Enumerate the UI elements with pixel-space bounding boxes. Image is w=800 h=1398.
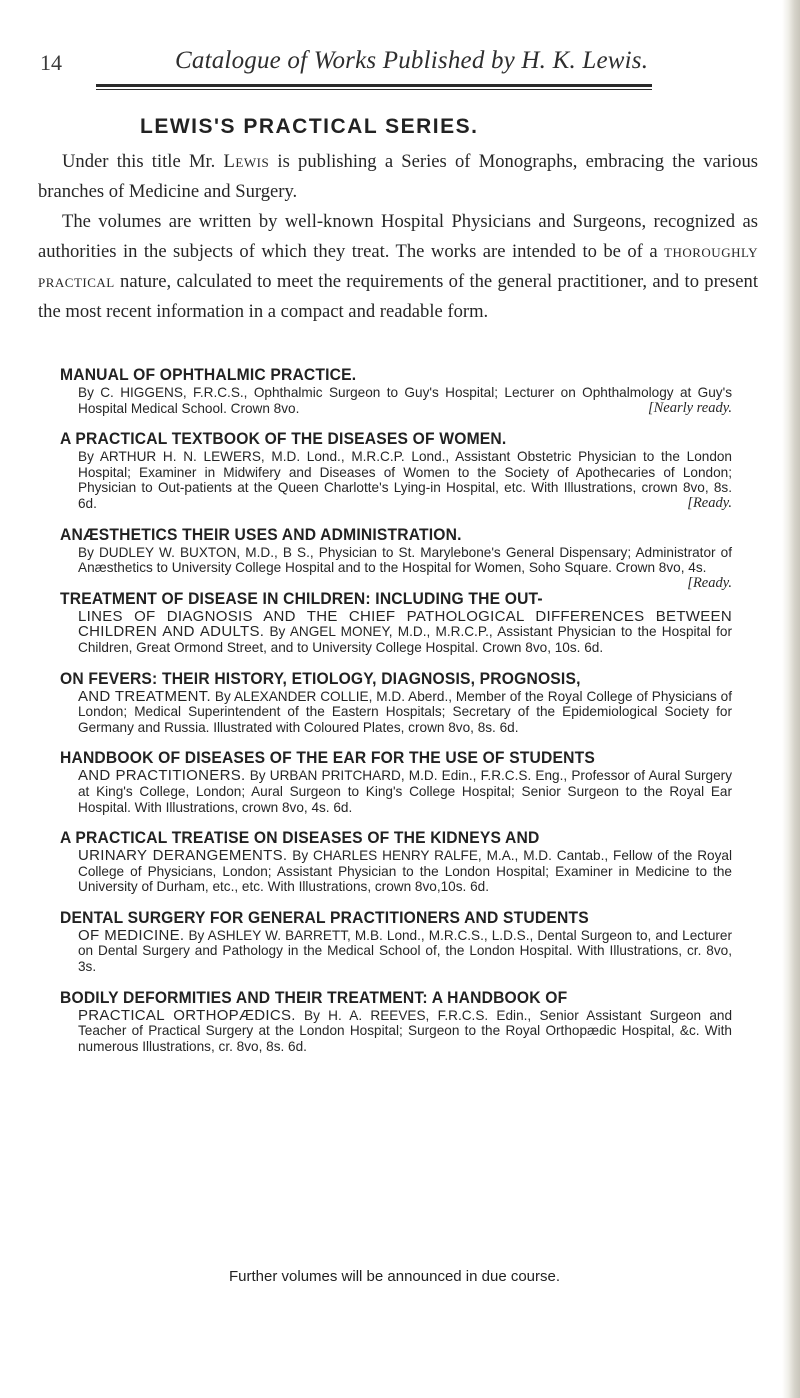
page-number: 14 — [40, 50, 62, 75]
title-continuation: OF MEDICINE. — [78, 926, 185, 944]
book-description: AND TREATMENT. By ALEXANDER COLLIE, M.D. Aberd., Member of the Royal College of Physicians of London; Medical Superintendent of the Eastern Hospitals; Secretary of the Epidemiological Society for Germany and Russia. Illustrated with Coloured Plates, crown 8vo, 8s. 6d. — [78, 687, 733, 735]
publisher-name: Lewis — [223, 151, 270, 172]
book-entry — [60, 430, 732, 511]
page-edge-shadow — [782, 0, 800, 1398]
book-description: PRACTICAL ORTHOPÆDICS. By H. A. REEVES, F.R.C.S. Edin., Senior Assistant Surgeon and Teacher of Practical Surgery at the London Hospital; Surgeon to the Royal Orthopædic Hospital, &c. With numerous Illustrations, cr. 8vo, 8s. 6d. — [78, 1006, 732, 1054]
book-description: AND PRACTITIONERS. By URBAN PRITCHARD, M.D. Edin., F.R.C.S. Eng., Professor of Aural Surgery at King's College, London; Aural Surgeon to King's College Hospital; Senior Surgeon to the Royal Ear Hospital. With Illustrations, crown 8vo, 4s. 6d. — [78, 767, 733, 815]
intro-paragraph-2: The volumes are written by well-known Hospital Physicians and Surgeons, recognized as authorities in the subjects of which they treat. The works are intended to be of a thoroughly practical nature, calculated to meet the requirements of the general practitioner, and to present the most recent information in a compact and readable form. — [38, 211, 758, 322]
availability-status: [Nearly ready. — [647, 399, 732, 416]
book-list — [60, 366, 732, 1054]
intro-text — [38, 147, 758, 327]
book-entry — [60, 524, 732, 591]
intro-paragraph-1: Under this title Mr. Lewis is publishing a Series of Monographs, embracing the various branches of Medicine and Surgery. — [38, 151, 758, 202]
book-description: URINARY DERANGEMENTS. By CHARLES HENRY RALFE, M.A., M.D. Cantab., Fellow of the Royal College of Physicians, London; Assistant Physician to the London Hospital; Examiner in Medicine to the University of Durham, etc., etc. With Illustrations, crown 8vo,10s. 6d. — [78, 847, 732, 895]
book-title: TREATMENT OF DISEASE IN CHILDREN: INCLUDING THE OUT- — [60, 588, 543, 608]
availability-status: [Ready. — [687, 494, 732, 511]
book-entry — [60, 909, 732, 975]
book-title: A PRACTICAL TEXTBOOK OF THE DISEASES OF WOMEN. — [60, 429, 507, 449]
book-entry — [60, 590, 732, 656]
book-title: BODILY DEFORMITIES AND THEIR TREATMENT: A HANDBOOK OF — [60, 987, 568, 1007]
book-entry — [60, 989, 732, 1055]
closing-note: Further volumes will be announced in due course. — [229, 1268, 561, 1285]
book-entry — [60, 749, 732, 815]
title-continuation: LINES OF DIAGNOSIS AND THE CHIEF PATHOLOGICAL DIFFERENCES BETWEEN CHILDREN AND ADULTS. — [78, 607, 732, 641]
series-title: LEWIS'S PRACTICAL SERIES. — [140, 115, 479, 138]
book-title: A PRACTICAL TREATISE ON DISEASES OF THE KIDNEYS AND — [60, 828, 540, 848]
book-title: HANDBOOK OF DISEASES OF THE EAR FOR THE USE OF STUDENTS — [60, 748, 595, 768]
running-title: Catalogue of Works Published by H. K. Lewis. — [175, 47, 649, 74]
emphasis-text: thoroughly practical — [38, 241, 758, 292]
header-rule-thick — [96, 84, 652, 87]
title-continuation: URINARY DERANGEMENTS. — [78, 847, 288, 865]
book-title: ANÆSTHETICS THEIR USES AND ADMINISTRATION. — [60, 524, 462, 544]
title-continuation: AND TREATMENT. — [78, 687, 211, 705]
header-rule-thin — [96, 89, 652, 90]
title-continuation: AND PRACTITIONERS. — [78, 767, 246, 785]
book-description: By C. HIGGENS, F.R.C.S., Ophthalmic Surgeon to Guy's Hospital; Lecturer on Ophthalmology at Guy's Hospital Medical School. Crown 8vo. [Nearly ready. — [78, 385, 732, 416]
book-title: MANUAL OF OPHTHALMIC PRACTICE. — [60, 365, 357, 384]
title-continuation: PRACTICAL ORTHOPÆDICS. — [78, 1006, 296, 1024]
availability-status: [Ready. — [687, 574, 732, 591]
book-entry — [60, 829, 732, 895]
book-description: By DUDLEY W. BUXTON, M.D., B S., Physician to St. Marylebone's General Dispensary; Administrator of Anæsthetics to University College Hospital and to the Hospital for Women, Soho Square. Crown 8vo, 4s. [Ready. — [78, 544, 732, 591]
book-description: LINES OF DIAGNOSIS AND THE CHIEF PATHOLOGICAL DIFFERENCES BETWEEN CHILDREN AND ADULTS. By ANGEL MONEY, M.D., M.R.C.P., Assistant Physician to the Hospital for Children, Great Ormond Street, and to University College Hospital. Crown 8vo, 10s. 6d. — [78, 607, 733, 655]
book-entry — [60, 366, 732, 416]
book-title: DENTAL SURGERY FOR GENERAL PRACTITIONERS AND STUDENTS — [60, 907, 589, 927]
book-entry — [60, 670, 732, 736]
book-description: By ARTHUR H. N. LEWERS, M.D. Lond., M.R.C.P. Lond., Assistant Obstetric Physician to the London Hospital; Examiner in Midwifery and Diseases of Women to the Society of Apothecaries of London; Physician to Out-patients at the Queen Charlotte's Lying-in Hospital, etc. With Illustrations, crown 8vo, 8s. 6d. [Ready. — [78, 449, 732, 511]
book-title: ON FEVERS: THEIR HISTORY, ETIOLOGY, DIAGNOSIS, PROGNOSIS, — [60, 668, 581, 688]
book-description: OF MEDICINE. By ASHLEY W. BARRETT, M.B. Lond., M.R.C.S., L.D.S., Dental Surgeon to, and Lecturer on Dental Surgery and Pathology in the Medical School of, the London Hospital. With Illustrations, cr. 8vo, 3s. — [78, 926, 732, 975]
